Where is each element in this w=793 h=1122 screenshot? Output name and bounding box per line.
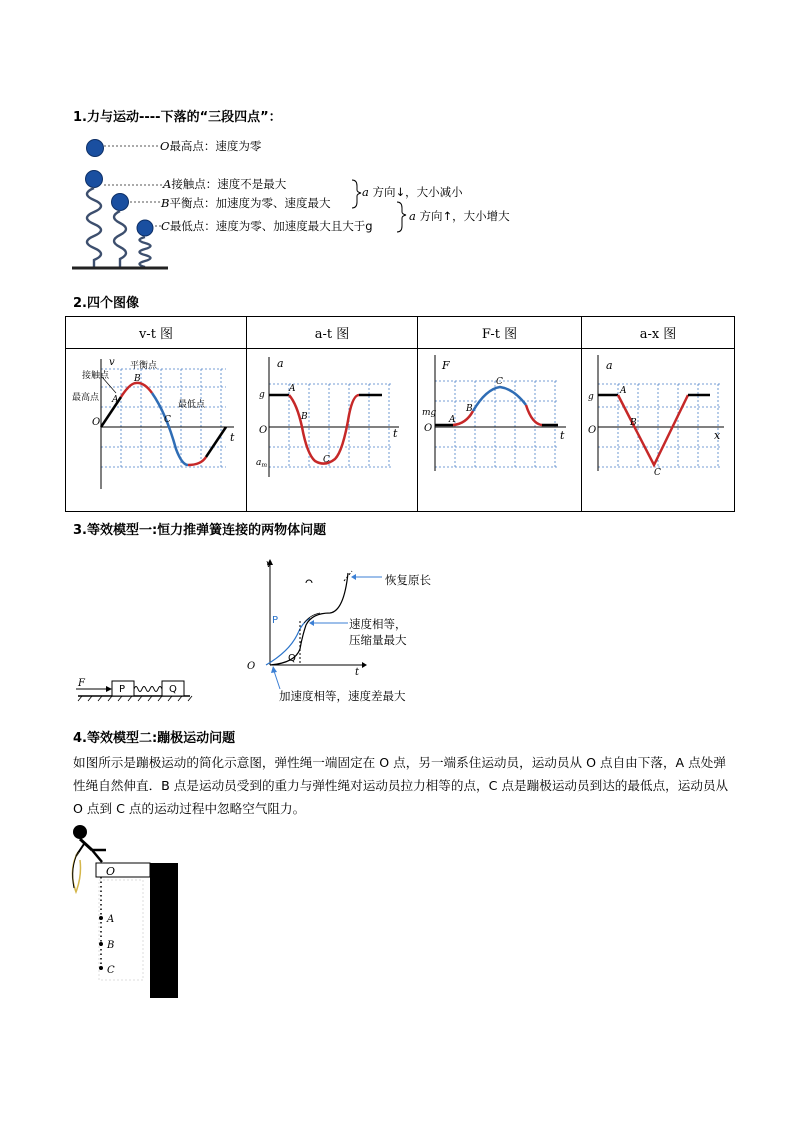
ft-axis-f: F [442,359,450,372]
a-letter: A [163,177,172,191]
model-v: v [266,559,272,570]
ax-c: C [654,468,661,478]
at-axis-a: a [277,357,284,370]
ft-axis-t: t [560,429,565,442]
model-q: Q [288,653,296,664]
o-letter: O [160,139,170,153]
spring-3 [140,237,151,267]
ax-graph [582,349,734,507]
at-cell [247,349,418,512]
ft-b: B [466,404,473,414]
header-ft: F-t 图 [418,317,582,349]
at-am: a [256,458,262,468]
c-text: 最低点：速度为零、加速度最大且大于g [169,219,373,233]
ft-graph [418,349,581,507]
at-axis-t: t [393,427,398,440]
header-at: a-t 图 [247,317,418,349]
spring-1 [87,188,101,267]
ft-o: O [424,423,433,434]
box-q: Q [169,684,177,695]
at-b: B [301,412,308,422]
brace2-a: a [409,209,416,223]
bungee-a: A [107,914,115,925]
vt-o: O [92,417,101,428]
model-o: O [247,661,256,672]
vt-balance: 平衡点 [130,361,158,371]
at-g: g [259,390,265,400]
ax-o: O [588,425,597,436]
ft-mg: mg [422,408,437,418]
vt-lowest: 最低点 [178,400,206,410]
at-graph [247,349,417,507]
box-p: P [119,684,126,695]
ax-a: A [620,386,627,396]
force-f: F [78,678,85,689]
block-spring-diagram [70,676,200,704]
b-letter: B [161,196,170,210]
ax-axis-x: x [714,429,721,442]
model-t: t [355,667,360,678]
at-c: C [323,455,330,465]
vt-a: A [112,395,119,405]
o-text: 最高点：速度为零 [169,139,262,153]
svg-text:am [256,458,267,469]
brace1-a: a [362,185,369,199]
bungee-b: B [107,940,115,951]
header-ax: a-x 图 [582,317,735,349]
vt-cell [66,349,247,512]
ax-b: B [630,418,637,428]
vt-axis-t: t [230,431,235,444]
ft-a: A [449,415,456,425]
bungee-paragraph: 如图所示是蹦极运动的简化示意图，弹性绳一端固定在 O 点，另一端系住运动员，运动员从 O 点自由下落，A 点处弹性绳自然伸直．B 点是运动员受到的重力与弹性绳对运动员拉力相等的点，C 点是蹦极运动员到达的最低点，运动员从 O 点到 C 点的运动过程中忽略空气阻力。 [73,755,729,816]
at-a: A [289,384,296,394]
vt-graph [66,349,246,507]
bungee-c: C [107,965,115,976]
ax-axis-a: a [606,359,613,372]
vt-highest: 最高点 [72,393,100,403]
label-equal-v1: 速度相等， [349,617,407,631]
b-text: 平衡点：加速度为零、速度最大 [169,196,331,210]
bungee-o: O [106,865,116,878]
c-letter: C [161,219,170,233]
brace1-text: 方向↓，大小减小 [372,185,463,199]
at-o: O [259,425,268,436]
model-p: P [272,615,279,626]
vt-c: C [164,415,171,425]
section-3-title: 3.等效模型一:恒力推弹簧连接的两物体问题 [73,523,327,538]
label-restore: 恢复原长 [385,573,431,587]
vt-contact: 接触点 [82,371,110,381]
section-2-title: 2.四个图像 [73,296,139,311]
label-equal-v2: 压缩量最大 [349,633,407,647]
four-graphs-table [65,316,735,512]
bungee-diagram [66,820,186,1002]
a-text: 接触点：速度不是最大 [171,177,287,191]
ft-cell [418,349,582,512]
ft-c: C [496,377,503,387]
at-am-sub: m [261,462,268,469]
ax-g: g [588,392,594,402]
label-equal-a: 加速度相等，速度差最大 [279,689,406,703]
brace2-text: 方向↑，大小增大 [419,209,510,223]
vt-b: B [134,374,141,384]
section-4-title: 4.等效模型二:蹦极运动问题 [73,731,236,746]
ax-cell [582,349,735,512]
header-vt: v-t 图 [66,317,247,349]
vt-axis-v: v [109,357,115,368]
section-1-title: 1.力与运动----下落的“三段四点”： [73,110,282,125]
